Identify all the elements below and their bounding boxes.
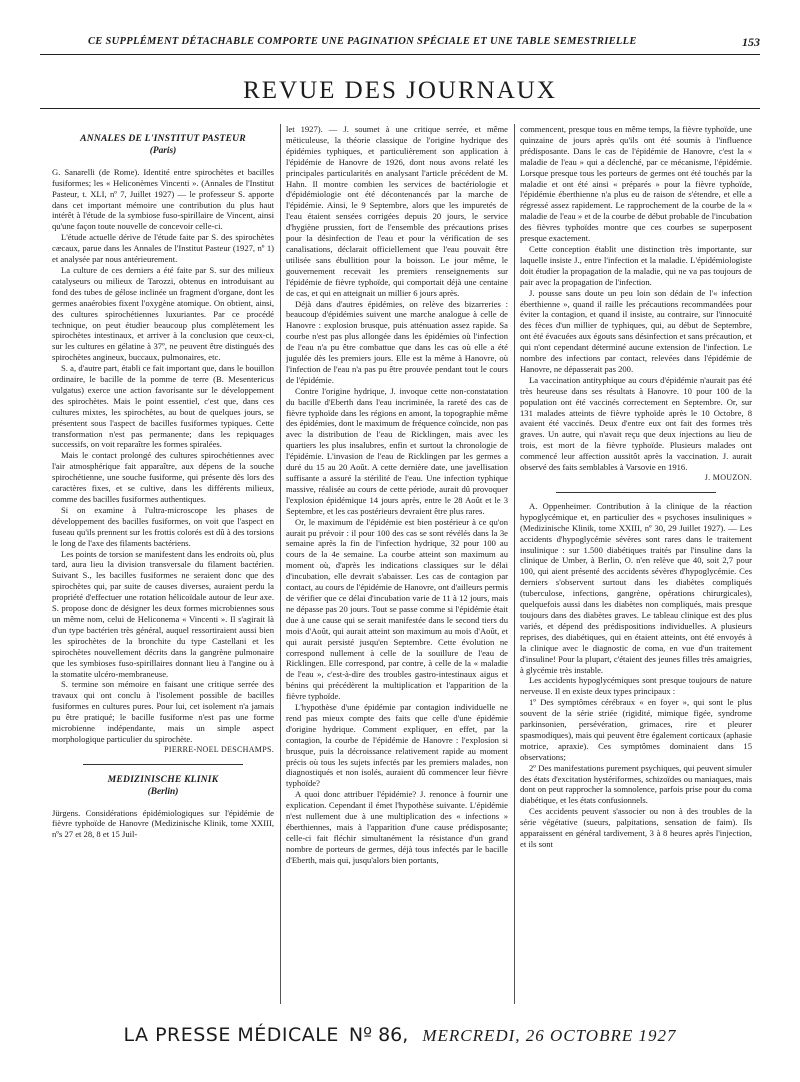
article-paragraph: La vaccination antityphique au cours d'épidémie n'aurait pas été très heureuse dans ses résultats à Hanovre. 10 pour 100 de la population ont été vaccinés correctement en Septembre. Or, sur 131 malades atteints de fièvre typhoïde après le 10 Octobre, 8 avaient été vaccinés. Deux d'entre eux ont fait des formes très graves. Un autre, qui n'avait reçu que deux injections au lieu de trois, est mort de la fièvre typhoïde. Plusieurs malades ont commencé leur affection aussitôt après la vaccination. J. aurait observé des faits semblables à Varsovie en 1916. <box>520 374 752 473</box>
column-2 <box>286 124 508 1009</box>
supplement-notice: CE SUPPLÉMENT DÉTACHABLE COMPORTE UNE PAGINATION SPÉCIALE ET UNE TABLE SEMESTRIELLE <box>88 36 637 47</box>
issue-number: Nº 86, <box>348 1024 409 1046</box>
article-paragraph: Les accidents hypoglycémiques sont presque toujours de nature nerveuse. Il en existe deux types principaux : <box>520 675 752 697</box>
masthead-rule <box>40 108 760 109</box>
issue-date: MERCREDI, 26 OCTOBRE 1927 <box>422 1026 677 1045</box>
article-paragraph: S. termine son mémoire en faisant une critique serrée des travaux qui ont conclu à l'isolement possible de bacilles fusiformes en cultures pures. Pour lui, cet isolement n'a jamais pu être pratiqué; le bacille fusiforme n'est pas une forme microbienne indépendante, mais un simple aspect morphologique particulier du spirochète. <box>52 679 274 744</box>
article-paragraph: G. Sanarelli (de Rome). Identité entre spirochètes et bacilles fusiformes; les « Heliconèmes Vincenti ». (Annales de l'Institut Pasteur, t. XLI, nº 7, Juillet 1927) — le professeur S. apporte dans cet important mémoire une contribution du plus haut intérêt à l'étude de la symbiose fuso-spirillaire de Vincent, ainsi qu'une façon toute nouvelle de concevoir celle-ci. <box>52 166 274 232</box>
column-1 <box>52 124 274 1009</box>
article-paragraph: Mais le contact prolongé des cultures spirochétiennes avec l'air atmosphérique fait apparaître, aux dépens de la souche spirochétienne, une souche fusiforme, qui présente dès lors des caractères fixes, et se cultive, dans les différents milieux, comme des bacilles fusiformes authentiques. <box>52 450 274 504</box>
article-paragraph: 1º Des symptômes cérébraux « en foyer », qui sont le plus souvent de la série striée (rigidité, mimique figée, syndrome parkinsonien, persévération, grimaces, rire et pleurer spasmodiques), mais qui peuvent être également corticaux (aphasie motrice, apraxie). Ces symptômes dominaient dans 15 observations; <box>520 697 752 762</box>
article-paragraph: J. pousse sans doute un peu loin son dédain de l'« infection éberthienne », quand il raille les précautions recommandées pour éviter la contagion, et quand il insiste, au contraire, sur l'innocuité des fèces d'un millier de typhiques, qui, au début de Septembre, ont été évacuées aux égouts sans désinfection et sans précaution, et qui n'ont cependant déterminé aucune extension de l'infection. Le nombre des infections par contact, relevées dans l'épidémie de Hanovre, ne dépasserait pas 200. <box>520 287 752 374</box>
section-place-paris: (Paris) <box>149 145 177 156</box>
article-paragraph: Les points de torsion se manifestent dans les endroits où, plus tard, aura lieu la division transversale du filament bactérien. Suivant S., les bacilles fusiformes ne seraient donc que des spirochètes qui, par suite de causes diverses, auraient perdu la propriété d'effectuer une rotation hélicoïdale autour de leur axe. S. propose donc de désigner les deux formes microbiennes sous un même nom, celui de Heliconema « Vincenti ». Il s'agirait là d'un type bactérien très général, auquel ressortiraient aussi bien les spirochètes de la bronchite du type Castellani et les spirochètes nouvellement décrits dans la gangrène pulmonaire que les symbioses fuso-spirillaires donnant lieu à l'angine ou à la stomatite ulcéro-membraneuse. <box>52 548 274 679</box>
section-title-annales: ANNALES DE L'INSTITUT PASTEUR <box>80 133 246 144</box>
article-paragraph: Déjà dans d'autres épidémies, on relève des bizarreries : beaucoup d'épidémies suivent une marche analogue à celle de Hanovre : explosion brusque, puis atténuation assez rapide. Sa courbe n'est pas plus allongée dans les épidémies où l'infection de l'eau n'a pu être combattue que dans les cas où elle a été jugulée dès les premiers jours. Elle est la même à Hanovre, où l'infection de l'eau n'a pas pu être prouvée pendant tout le cours de l'épidémie. <box>286 298 508 385</box>
article-paragraph: La culture de ces derniers a été faite par S. sur des milieux catalyseurs ou milieux de Tarozzi, obtenus en introduisant au fond des tubes de gélose inclinée un fragment d'organe, dont les germes anaérobies fixent l'oxygène atomique. On obtient, ainsi, des cultures spirochétiennes luxuriantes. Par ce procédé technique, on peut étudier beaucoup plus complètement les spirochètes intestinaux, et arriver à la conclusion que ceux-ci, sur les cultures en gélatine à 37º, ne peuvent être distingués des spirochètes angineux, buccaux, pulmonaires, etc. <box>52 264 274 363</box>
column-separator <box>280 124 281 1004</box>
article-paragraph: Or, le maximum de l'épidémie est bien postérieur à ce qu'on aurait pu prévoir : il pour 100 des cas se sont révélés dans la 3e semaine après la fin de l'infection hydrique, 32 pour 100 au cours de la 4e semaine. La courbe atteint son maximum au moment où, d'après les indications classiques sur le délai d'incubation, elle devrait s'abaisser. Les cas de contagion par contact, au cours de l'épidémie de Hanovre, ont d'ailleurs permis de vérifier que ce délai d'incubation varie de 11 à 12 jours, mais ne dépasse pas 20 jours. Tout se passe comme si l'épidémie était due à une cause qui se serait manifestée dans le second tiers du mois d'Août, qui aurait atteint son maximum au mois d'Août, et qui aurait persisté jusqu'en Septembre. Cette évolution ne correspond nullement à celle de la souillure de l'eau de Ricklingen. Elle correspond, par contre, à celle de la « maladie de l'eau », c'est-à-dire des troubles gastro-intestinaux aigus et bénins qui précédèrent la multiplication et l'apparition de la fièvre typhoïde. <box>286 516 508 702</box>
section-divider <box>83 764 243 765</box>
column-3 <box>520 124 752 1009</box>
article-paragraph: Si on examine à l'ultra-microscope les phases de développement des bacilles fusiformes, on voit que l'aspect en fuseau qu'ils prennent sur les frottis colorés est dû à des torsions le long de l'axe des filaments bactériens. <box>52 504 274 548</box>
column-separator <box>514 124 515 1004</box>
article-paragraph: 2º Des manifestations purement psychiques, qui peuvent simuler des états d'excitation hystériformes, schizoïdes ou maniaques, mais dont on peut rapprocher la somnolence, parfois prise pour du coma diabétique, et les états confusionnels. <box>520 762 752 806</box>
author-signature: PIERRE-NOEL DESCHAMPS. <box>164 744 274 754</box>
article-paragraph: Ces accidents peuvent s'associer ou non à des troubles de la série végétative (sueurs, palpitations, sensation de faim). Ils apparaissent en général tardivement, 3 à 8 heures après l'injection, et ils sont <box>520 806 752 849</box>
article-paragraph: commencent, presque tous en même temps, la fièvre typhoïde, une quinzaine de jours après qu'ils ont été soumis à l'influence prédisposante. Dans le cas de l'épidémie de Hanovre, c'est la « maladie de l'eau » qui a déclenché, par ce mécanisme, l'épidémie. Lorsque presque tous les porteurs de germes ont été touchés par la maladie et ont été ainsi « préparés » pour la fièvre typhoïde, l'épidémie éberthienne n'a plus eu de raison de s'étendre, et elle a régressé assez rapidement. Le rapprochement de la courbe de la « maladie de l'eau » et de la courbe de début probable de l'incubation des fièvres typhoïdes montre que ces courbes se superposent presque exactement. <box>520 124 752 244</box>
article-paragraph: Cette conception établit une distinction très importante, sur laquelle insiste J., entre l'infection et la maladie. L'épidémiologiste doit étudier la propagation de la maladie, qui ne va pas toujours de pair avec la propagation de l'infection. <box>520 243 752 287</box>
article-paragraph: Jürgens. Considérations épidémiologiques sur l'épidémie de fièvre typhoïde de Hanovre (Medizinische Klinik, tome XXIII, nºs 27 et 28, 8 et 15 Juil- <box>52 807 274 840</box>
page-footer <box>40 1024 760 1054</box>
article-paragraph: let 1927). — J. soumet à une critique serrée, et même méticuleuse, la théorie classique de l'origine hydrique des épidémies typhiques, et particulièrement son application à l'épidémie de Hanovre de 1926, dont nous avons relaté les principales particularités en analysant l'article précédent de M. Hahn. Il montre combien les services de bactériologie et d'épidémiologie ont été décontenancés par la marche de l'épidémie. Ainsi, le 9 Septembre, alors que les impuretés de l'eau étaient sensées corrigées depuis 20 jours, le service d'hygiène prussien, fort de l'ensemble des précautions prises pour la désinfection de l'eau et pour la vérification de ses canalisations, déclarait officiellement que l'eau pouvait être utilisée sans ébullition pour la boisson. Le jour même, le gouvernement recevait les premiers renseignements sur l'épidémie de fièvre typhoïde, qui comportait déjà une centaine de cas, et qui en atteignait un millier 6 jours après. <box>286 124 508 298</box>
author-signature: J. MOUZON. <box>704 473 752 482</box>
running-header <box>88 36 760 52</box>
article-paragraph: L'hypothèse d'une épidémie par contagion individuelle ne rend pas mieux compte des faits que celle d'une épidémie d'origine hydrique. Comment expliquer, en effet, par la contagion, la courbe de l'épidémie de Hanovre : l'explosion si brusque, puis la décroissance relativement rapide au moment précis où tous les sujets infectés par les premiers malades, non diagnostiqués et non isolés, auraient dû commencer leur fièvre typhoïde? <box>286 702 508 789</box>
journal-name: LA PRESSE MÉDICALE <box>123 1024 339 1046</box>
article-paragraph: A quoi donc attribuer l'épidémie? J. renonce à fournir une explication. Cependant il émet l'hypothèse suivante. L'épidémie n'est nullement due à une multiplication des « infections » éberthiennes, mais à l'apparition d'une cause prédisposante; celle-ci fait fléchir simultanément la résistance d'un grand nombre de porteurs de germes, déjà tous infectés par le bacille d'Eberth, mais qui, jusqu'alors bien portants, <box>286 789 508 865</box>
masthead-title: REVUE DES JOURNAUX <box>243 77 557 104</box>
article-paragraph-oppenheimer: A. Oppenheimer. Contribution à la clinique de la réaction hypoglycémique et, en particulier des « psychoses insuliniques » (Medizinische Klinik, tome XXIII, nº 30, 29 Juillet 1927). — Les accidents d'hypoglycémie sévères sont rares dans le traitement insulinique : sur 1.500 diabétiques traités par l'insuline dans la clinique de Umber, à Berlin, O. n'en relève que 40, soit 2,7 pour 100, qui aient présenté des accidents sévères d'hypoglycémie. Ces derniers s'observent surtout dans les diabètes compliqués (tuberculose, infections, gangrène, opérations chirurgicales), quelquefois aussi dans les diabètes non compliqués, mais presque toujours dans des diabètes graves. Le tableau clinique est des plus variés, et dépend des prédispositions individuelles. A plusieurs reprises, des diabétiques, qui en étaient atteints, ont été envoyés à la clinique avec le diagnostic de coma, en vue d'un traitement d'insuline! Pour la plupart, c'étaient des jeunes filles très amaigries, à glycémie très instable. <box>520 500 752 675</box>
page-number: 153 <box>742 35 760 49</box>
article-paragraph: Contre l'origine hydrique, J. invoque cette non-constatation du bacille d'Eberth dans l'eau incriminée, la rareté des cas de fièvre typhoïde dans les régions en amont, la topographie même des épidémies, dont le maximum de fréquence coïncide, non pas avec la distribution de l'eau de Ricklingen, mais avec les quartiers les plus insalubres, enfin et surtout la chronologie de l'épidémie. L'invasion de l'eau de Ricklingen par les germes a duré du 15 au 20 Août. A cette dernière date, une javellisation suffisante a assuré la stérilité de l'eau. Une infection typhique massive, réalisée au cours de cette période, aurait dû provoquer l'explosion épidémique 14 jours après, entre le 28 Août et le 3 Septembre, et les cas postérieurs devraient être plus rares. <box>286 385 508 516</box>
header-rule <box>40 54 760 55</box>
article-paragraph: L'étude actuelle dérive de l'étude faite par S. des spirochètes cæcaux, parue dans les Annales de l'Institut Pasteur (1927, nº 1) et analysée par nous antérieurement. <box>52 232 274 265</box>
section-place-berlin: (Berlin) <box>147 786 179 797</box>
section-title-medizinische: MEDIZINISCHE KLINIK <box>107 773 219 785</box>
article-paragraph: S. a, d'autre part, établi ce fait important que, dans le bouillon ordinaire, le bacille de la pomme de terre (B. Mesentericus vulgatus) exerce une action favorisante sur le développement des spirochètes. Mais le point essentiel, c'est que, dans ces cultures mixtes, les spirochètes, au bout de quelques jours, se présentent sous l'aspect de bacilles fusiformes typiques. Cette transformation n'est pas permanente; dans les repiquages successifs, on voit reparaître les formes spiralées. <box>52 363 274 450</box>
